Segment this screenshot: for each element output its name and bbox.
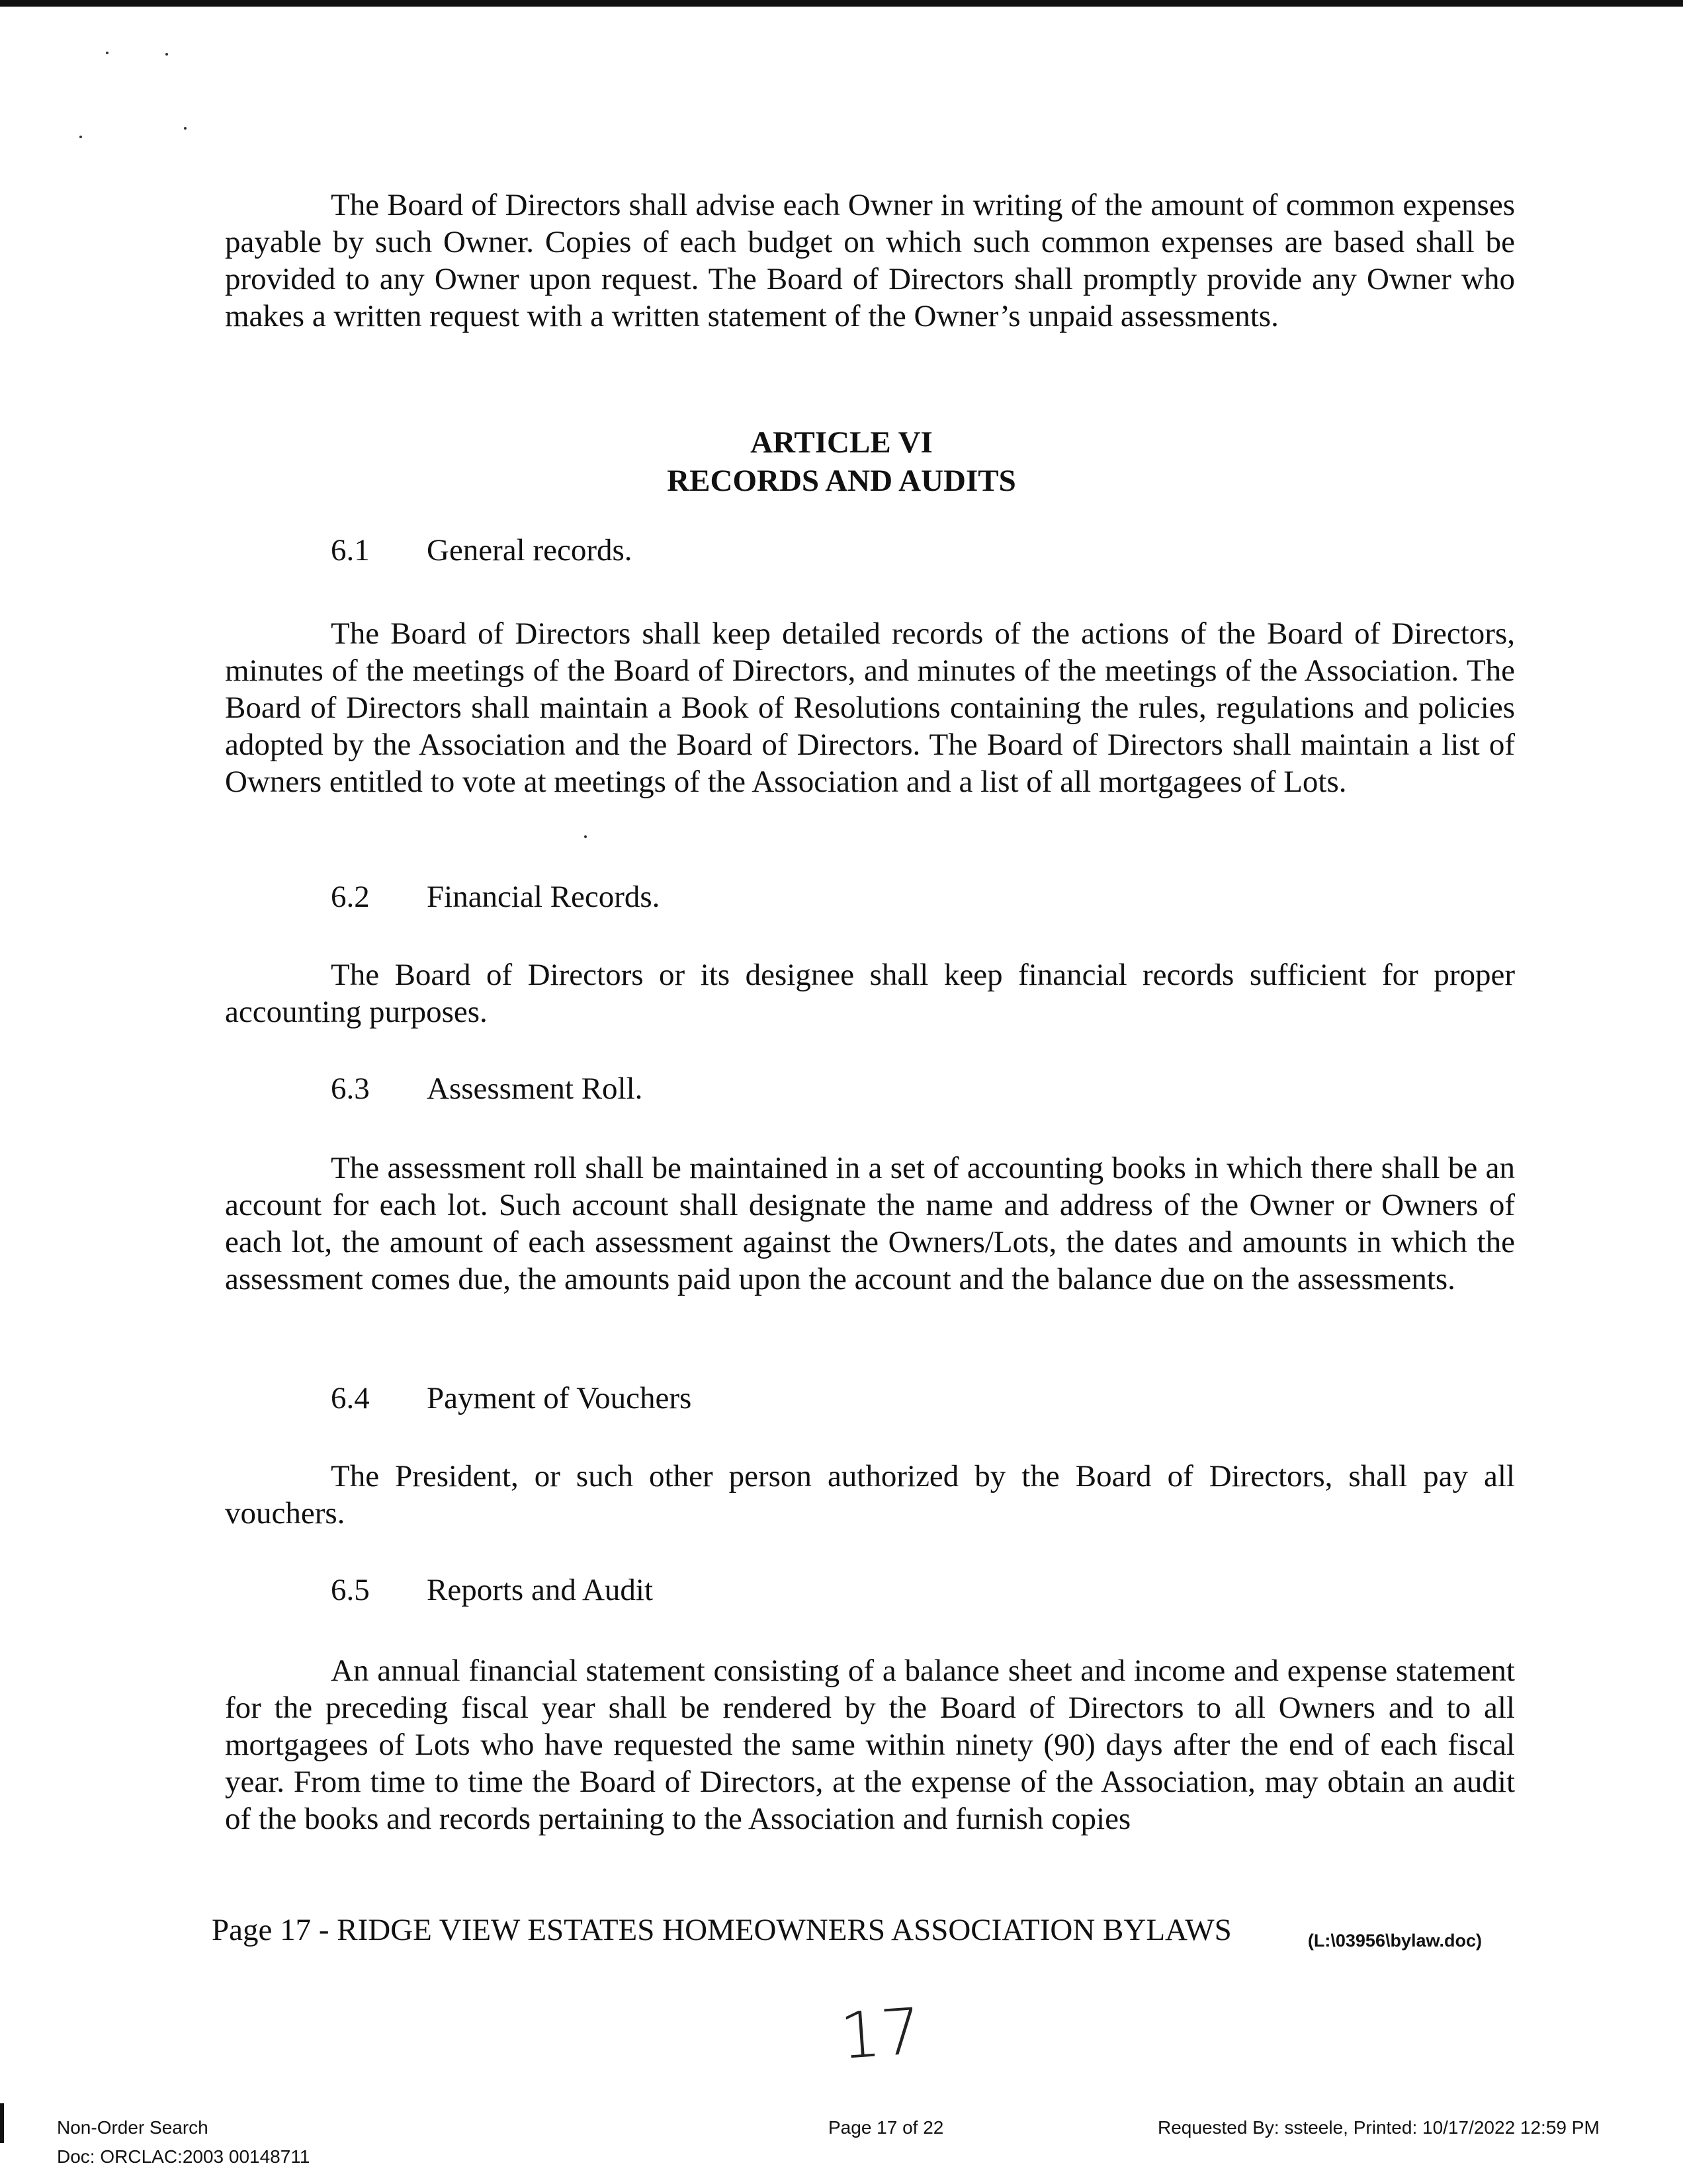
section-6-3-paragraph: The assessment roll shall be maintained in a set of accounting books in which there shall be an account for each lot. Such account shall designate the name and address of the Owner or Owners of each lot, the amount of each assessment against the Owners/Lots, the dates and amounts in which the assessment comes due, the amounts paid upon the account and the balance due on the assessments. — [225, 1151, 1515, 1296]
footer-page-label: Page 17 - RIDGE VIEW ESTATES HOMEOWNERS ASSOCIATION BYLAWS — [212, 1913, 1232, 1947]
section-number: 6.3 — [331, 1071, 370, 1106]
scan-speck — [106, 52, 108, 54]
section-number: 6.5 — [331, 1573, 370, 1607]
scan-top-edge — [0, 0, 1683, 7]
section-6-2-paragraph: The Board of Directors or its designee shall keep financial records sufficient for proper accounting purposes. — [225, 958, 1515, 1029]
section-heading-6-1 — [331, 532, 632, 569]
scan-speck — [165, 53, 168, 56]
section-6-5-paragraph: An annual financial statement consisting of a balance sheet and income and expense statement for the preceding fiscal year shall be rendered by the Board of Directors to all Owners and to all mortgagees of Lots who have requested the same within ninety (90) days after the end of each fiscal year. From time to time the Board of Directors, at the expense of the Association, may obtain an audit of the books and records pertaining to the Association and furnish copies — [225, 1654, 1515, 1836]
section-title: General records. — [427, 533, 632, 567]
intro-paragraph: The Board of Directors shall advise each Owner in writing of the amount of common expenses payable by such Owner. Copies of each budget on which such common expenses are based shall be provided to any Owner upon request. The Board of Directors shall promptly provide any Owner who makes a written request with a written statement of the Owner’s unpaid assessments. — [225, 188, 1515, 333]
scan-left-mark — [0, 2103, 4, 2143]
page-footer — [212, 1911, 1508, 1949]
section-number: 6.1 — [331, 533, 370, 567]
section-6-1-paragraph: The Board of Directors shall keep detailed records of the actions of the Board of Directors, minutes of the meetings of the Board of Directors, and minutes of the meetings of the Association. The Board of Directors shall maintain a Book of Resolutions containing the rules, regulations and policies adopted by the Association and the Board of Directors. The Board of Directors shall maintain a list of Owners entitled to vote at meetings of the Association and a list of all mortgagees of Lots. — [225, 616, 1515, 799]
stamp-search-type: Non-Order Search — [57, 2117, 208, 2138]
section-title: Assessment Roll. — [427, 1071, 643, 1106]
section-number: 6.2 — [331, 880, 370, 914]
footer-file-reference: (L:\03956\bylaw.doc) — [1307, 1931, 1482, 1951]
scan-speck — [79, 136, 82, 138]
section-heading-6-2 — [331, 878, 660, 915]
scan-speck — [184, 127, 187, 130]
section-heading-6-5 — [331, 1572, 653, 1609]
stamp-page-count: Page 17 of 22 — [828, 2117, 944, 2138]
article-number: ARTICLE VI — [750, 425, 933, 460]
article-title: RECORDS AND AUDITS — [667, 464, 1016, 498]
section-number: 6.4 — [331, 1381, 370, 1415]
stamp-document-id: Doc: ORCLAC:2003 00148711 — [57, 2146, 310, 2167]
section-title: Financial Records. — [427, 880, 660, 914]
stamp-request-info: Requested By: ssteele, Printed: 10/17/2022 12:59 PM — [1158, 2117, 1600, 2138]
section-title: Reports and Audit — [427, 1573, 654, 1607]
section-6-4-paragraph: The President, or such other person authorized by the Board of Directors, shall pay all vouchers. — [225, 1459, 1515, 1531]
section-heading-6-4 — [331, 1380, 691, 1417]
section-title: Payment of Vouchers — [427, 1381, 692, 1415]
section-heading-6-3 — [331, 1070, 642, 1107]
scan-speck — [584, 835, 587, 838]
handwritten-page-number: 17 — [838, 1994, 924, 2074]
